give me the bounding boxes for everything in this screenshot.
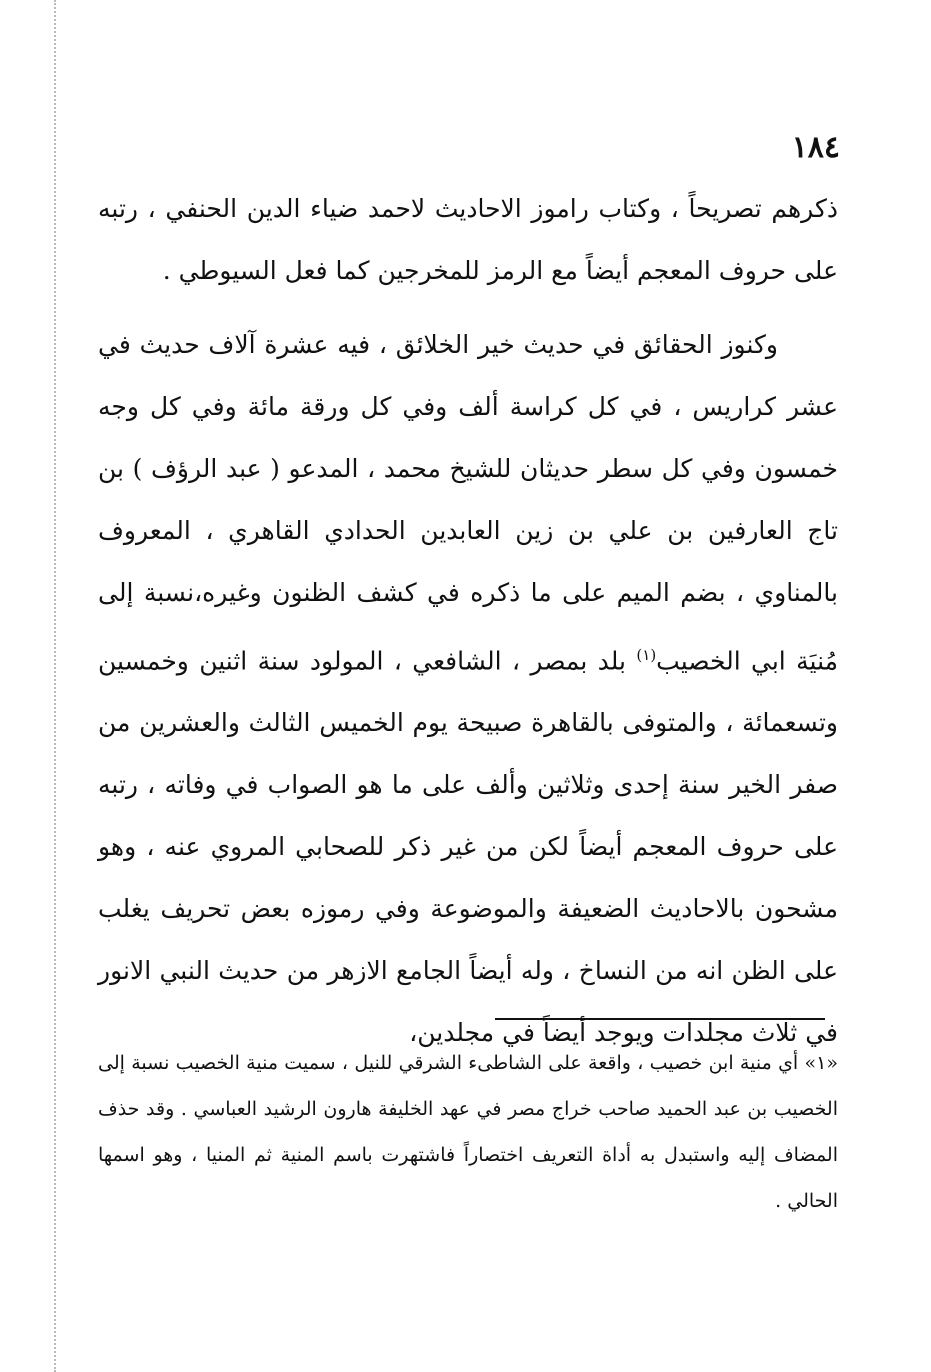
paragraph-1: ذكرهم تصريحاً ، وكتاب راموز الاحاديث لاحمد ضياء الدين الحنفي ، رتبه على حروف المعجم أيضاً مع الرمز للمخرجين كما فعل السيوطي . [98, 194, 838, 285]
footnote-1: «١» أي منية ابن خصيب ، واقعة على الشاطىء الشرقي للنيل ، سميت منية الخصيب نسبة إلى الخصيب بن عبد الحميد صاحب خراج مصر في عهد الخليفة هارون الرشيد العباسي . وقد حذف المضاف إليه واستبدل به أداة التعريف اختصاراً فاشتهرت باسم المنية ثم المنيا ، وهو اسمها الحالي . [98, 1052, 838, 1212]
paragraph-2-text: وكنوز الحقائق في حديث خير الخلائق ، فيه عشرة آلاف حديث في عشر كراريس ، في كل كراسة ألف وفي كل ورقة مائة وفي كل وجه خمسون وفي كل سطر حديثان للشيخ محمد ، المدعو ( عبد الرؤف ) بن تاج العارفين بن علي بن زين العابدين الحدادي القاهري ، المعروف بالمناوي ، بضم الميم على ما ذكره في كشف الظنون وغيره،نسبة إلى مُنيَة ابي الخصيب [98, 330, 838, 676]
page-edge-dots [54, 0, 56, 1372]
footnotes [98, 1040, 838, 1224]
page-number: ١٨٤ [791, 130, 840, 165]
footnote-marker: (١) [636, 646, 657, 664]
main-text [98, 178, 838, 1064]
paragraph-2-continuation: بلد بمصر ، الشافعي ، المولود سنة اثنين وخمسين وتسعمائة ، والمتوفى بالقاهرة صبيحة يوم الخميس الثالث والعشرين من صفر الخير سنة إحدى وثلاثين وألف على ما هو الصواب في وفاته ، رتبه على حروف المعجم أيضاً لكن من غير ذكر للصحابي المروي عنه ، وهو مشحون بالاحاديث الضعيفة والموضوعة وفي رموزه بعض تحريف يغلب على الظن انه من النساخ ، وله أيضاً الجامع الازهر من حديث النبي الانور في ثلاث مجلدات ويوجد أيضاً في مجلدين، [98, 646, 838, 1048]
paragraph-2 [98, 314, 838, 1064]
footnote-separator [495, 1018, 825, 1020]
